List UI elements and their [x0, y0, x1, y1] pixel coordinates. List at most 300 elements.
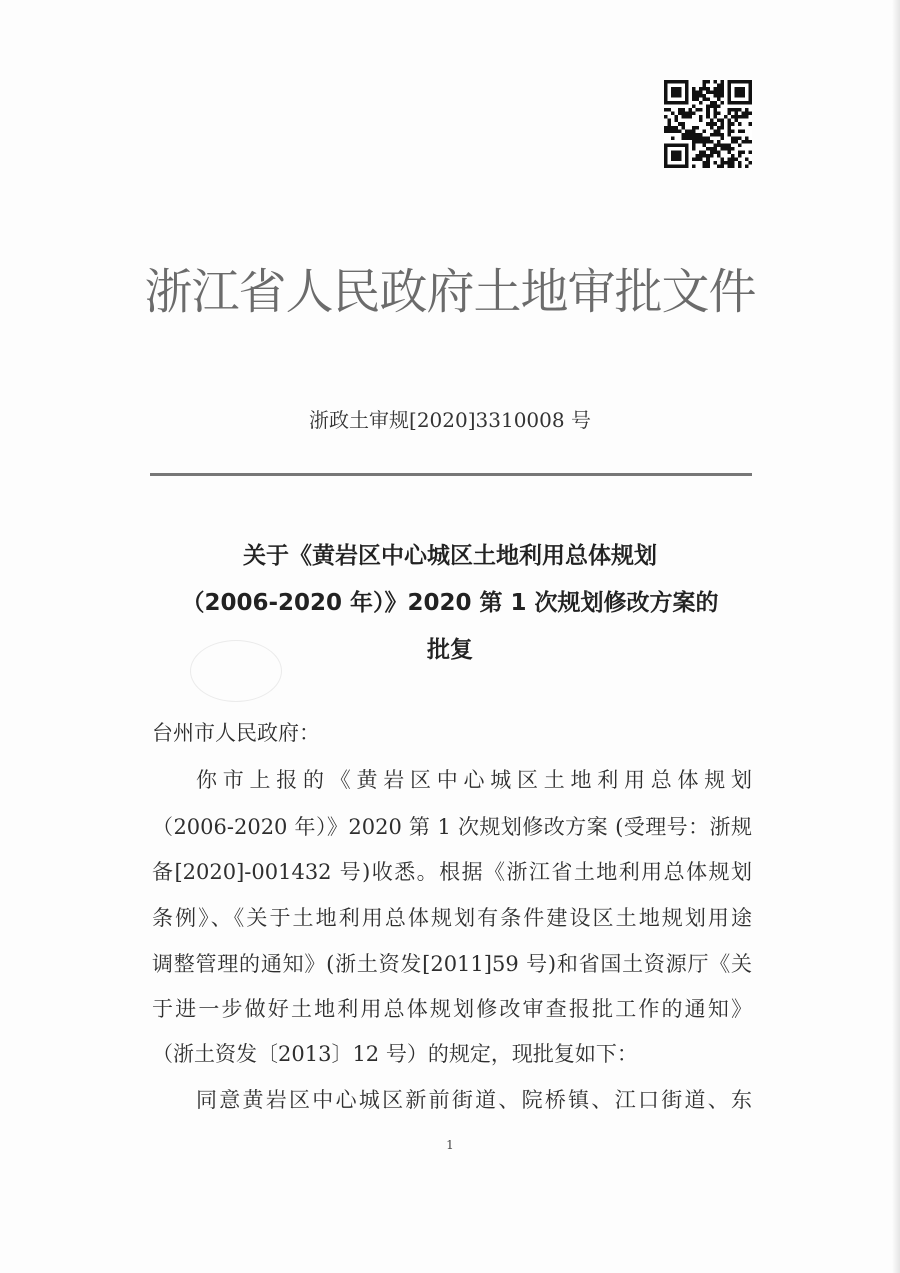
qr-module	[682, 143, 686, 147]
qr-module	[696, 108, 700, 112]
qr-module	[706, 91, 710, 95]
qr-module	[692, 164, 696, 168]
qr-module	[738, 87, 742, 91]
addressee: 台州市人民政府：	[152, 721, 320, 745]
qr-module	[713, 87, 717, 91]
qr-module	[731, 108, 735, 112]
qr-module	[696, 91, 700, 95]
qr-module	[734, 87, 738, 91]
qr-module	[664, 108, 668, 112]
qr-module	[741, 140, 745, 144]
qr-module	[745, 101, 749, 105]
qr-module	[703, 140, 707, 144]
qr-module	[734, 101, 738, 105]
qr-module	[720, 136, 724, 140]
qr-module	[675, 94, 679, 98]
qr-module	[727, 164, 731, 168]
qr-module	[748, 101, 752, 105]
qr-module	[748, 98, 752, 102]
qr-module	[741, 80, 745, 84]
qr-module	[682, 133, 686, 137]
qr-module	[703, 164, 707, 168]
qr-module	[685, 164, 689, 168]
qr-module	[745, 164, 749, 168]
header-divider	[150, 473, 752, 476]
qr-module	[748, 84, 752, 88]
qr-module	[671, 157, 675, 161]
qr-module	[724, 115, 728, 119]
qr-module	[675, 115, 679, 119]
qr-module	[720, 147, 724, 151]
qr-module	[717, 105, 721, 109]
qr-module	[682, 164, 686, 168]
qr-module	[675, 150, 679, 154]
qr-module	[741, 150, 745, 154]
qr-module	[692, 105, 696, 109]
qr-module	[699, 119, 703, 123]
qr-module	[713, 80, 717, 84]
qr-module	[692, 112, 696, 116]
qr-module	[685, 136, 689, 140]
qr-module	[685, 87, 689, 91]
qr-module	[713, 91, 717, 95]
qr-module	[696, 157, 700, 161]
qr-module	[703, 154, 707, 158]
qr-module	[724, 143, 728, 147]
qr-module	[699, 133, 703, 137]
qr-module	[731, 161, 735, 165]
qr-module	[699, 108, 703, 112]
qr-module	[692, 91, 696, 95]
qr-module	[720, 161, 724, 165]
qr-module	[682, 115, 686, 119]
qr-module	[699, 94, 703, 98]
qr-module	[685, 91, 689, 95]
qr-module	[713, 150, 717, 154]
qr-module	[738, 161, 742, 165]
qr-module	[692, 147, 696, 151]
qr-module	[678, 122, 682, 126]
qr-module	[664, 150, 668, 154]
qr-module	[727, 143, 731, 147]
qr-module	[685, 115, 689, 119]
qr-module	[675, 157, 679, 161]
qr-module	[727, 126, 731, 130]
qr-module	[713, 108, 717, 112]
qr-module	[717, 91, 721, 95]
qr-module	[748, 122, 752, 126]
body-line: 调整管理的通知》(浙土资发[2011]59 号)和省国土资源厅《关	[152, 952, 752, 976]
document-header: 浙江省人民政府土地审批文件	[144, 264, 756, 320]
qr-module	[748, 140, 752, 144]
qr-module	[692, 140, 696, 144]
qr-module	[692, 98, 696, 102]
qr-module	[731, 80, 735, 84]
qr-module	[724, 161, 728, 165]
qr-module	[703, 129, 707, 133]
qr-module	[696, 126, 700, 130]
qr-module	[745, 112, 749, 116]
qr-module	[713, 115, 717, 119]
qr-module	[720, 157, 724, 161]
qr-module	[717, 84, 721, 88]
qr-module	[717, 94, 721, 98]
qr-module	[696, 154, 700, 158]
qr-module	[738, 94, 742, 98]
qr-module	[713, 133, 717, 137]
qr-module	[703, 161, 707, 165]
qr-module	[706, 164, 710, 168]
qr-module	[738, 91, 742, 95]
scan-smudge	[190, 640, 282, 702]
qr-module	[720, 164, 724, 168]
qr-module	[731, 140, 735, 144]
qr-module	[703, 150, 707, 154]
qr-module	[664, 126, 668, 130]
qr-module	[668, 119, 672, 123]
qr-module	[706, 136, 710, 140]
qr-module	[668, 80, 672, 84]
qr-module	[748, 161, 752, 165]
qr-module	[671, 143, 675, 147]
qr-module	[664, 157, 668, 161]
qr-module	[720, 122, 724, 126]
qr-module	[731, 164, 735, 168]
qr-module	[748, 91, 752, 95]
qr-module	[664, 115, 668, 119]
qr-module	[727, 129, 731, 133]
qr-module	[696, 133, 700, 137]
qr-module	[692, 133, 696, 137]
qr-module	[703, 136, 707, 140]
qr-module	[692, 129, 696, 133]
qr-module	[706, 98, 710, 102]
qr-module	[706, 122, 710, 126]
qr-module	[671, 80, 675, 84]
qr-module	[734, 91, 738, 95]
qr-module	[671, 91, 675, 95]
qr-module	[675, 154, 679, 158]
title-line: 关于《黄岩区中心城区土地利用总体规划	[243, 543, 657, 569]
qr-module	[731, 101, 735, 105]
qr-module	[664, 143, 668, 147]
qr-module	[745, 115, 749, 119]
qr-module	[706, 161, 710, 165]
qr-module	[710, 119, 714, 123]
qr-module	[685, 112, 689, 116]
qr-module	[668, 101, 672, 105]
qr-module	[703, 84, 707, 88]
document-number: 浙政土审规[2020]3310008 号	[309, 408, 591, 432]
qr-module	[734, 119, 738, 123]
qr-module	[685, 161, 689, 165]
qr-module	[738, 80, 742, 84]
body-line: 你市上报的《黄岩区中心城区土地利用总体规划	[196, 768, 752, 792]
qr-module	[738, 143, 742, 147]
qr-module	[717, 140, 721, 144]
qr-module	[717, 87, 721, 91]
qr-module	[696, 98, 700, 102]
qr-module	[668, 143, 672, 147]
qr-module	[682, 108, 686, 112]
qr-module	[675, 101, 679, 105]
qr-module	[675, 119, 679, 123]
qr-module	[727, 150, 731, 154]
qr-module	[671, 94, 675, 98]
body-line: 同意黄岩区中心城区新前街道、院桥镇、江口街道、东	[196, 1088, 752, 1112]
qr-module	[671, 136, 675, 140]
qr-module	[706, 112, 710, 116]
qr-module	[731, 154, 735, 158]
qr-module	[682, 136, 686, 140]
qr-module	[727, 108, 731, 112]
qr-module	[671, 150, 675, 154]
qr-module	[706, 154, 710, 158]
qr-module	[717, 143, 721, 147]
qr-module	[664, 129, 668, 133]
qr-module	[678, 108, 682, 112]
qr-module	[692, 136, 696, 140]
qr-module	[664, 101, 668, 105]
qr-module	[685, 133, 689, 137]
qr-module	[720, 94, 724, 98]
qr-module	[741, 129, 745, 133]
qr-module	[731, 136, 735, 140]
qr-module	[738, 108, 742, 112]
qr-module	[664, 161, 668, 165]
qr-module	[745, 108, 749, 112]
qr-module	[727, 133, 731, 137]
qr-module	[748, 112, 752, 116]
qr-module	[706, 115, 710, 119]
qr-module	[685, 101, 689, 105]
qr-module	[734, 112, 738, 116]
qr-module	[699, 115, 703, 119]
qr-module	[675, 80, 679, 84]
qr-module	[692, 126, 696, 130]
qr-module	[699, 91, 703, 95]
qr-module	[710, 105, 714, 109]
body-line: （浙土资发〔2013〕12 号）的规定，现批复如下：	[152, 1042, 638, 1066]
qr-module	[727, 87, 731, 91]
title-line: （2006-2020 年）》2020 第 1 次规划修改方案的	[181, 590, 719, 616]
qr-module	[727, 122, 731, 126]
qr-module	[738, 122, 742, 126]
qr-module	[682, 112, 686, 116]
qr-module	[734, 94, 738, 98]
qr-module	[696, 94, 700, 98]
qr-module	[720, 143, 724, 147]
qr-module	[710, 147, 714, 151]
qr-module	[689, 112, 693, 116]
qr-module	[727, 157, 731, 161]
qr-module	[713, 129, 717, 133]
qr-module	[717, 126, 721, 130]
qr-module	[685, 80, 689, 84]
qr-module	[675, 129, 679, 133]
qr-module	[699, 101, 703, 105]
qr-module	[734, 157, 738, 161]
qr-module	[734, 108, 738, 112]
qr-module	[685, 143, 689, 147]
qr-module	[727, 94, 731, 98]
qr-module	[671, 101, 675, 105]
qr-module	[689, 115, 693, 119]
qr-module	[664, 80, 668, 84]
qr-module	[671, 164, 675, 168]
qr-module	[731, 147, 735, 151]
qr-module	[717, 150, 721, 154]
qr-module	[720, 119, 724, 123]
qr-module	[675, 126, 679, 130]
qr-module	[696, 140, 700, 144]
qr-module	[682, 122, 686, 126]
qr-module	[678, 164, 682, 168]
qr-module	[703, 94, 707, 98]
qr-module	[675, 91, 679, 95]
qr-module	[734, 115, 738, 119]
qr-module	[741, 87, 745, 91]
qr-module	[710, 154, 714, 158]
qr-module	[710, 91, 714, 95]
qr-module	[727, 98, 731, 102]
qr-module	[689, 133, 693, 137]
qr-module	[703, 143, 707, 147]
qr-module	[748, 94, 752, 98]
qr-module	[710, 133, 714, 137]
qr-module	[671, 87, 675, 91]
qr-module	[731, 157, 735, 161]
qr-module	[748, 150, 752, 154]
qr-module	[678, 143, 682, 147]
qr-module	[678, 154, 682, 158]
qr-module	[664, 84, 668, 88]
qr-module	[664, 91, 668, 95]
qr-module	[678, 101, 682, 105]
qr-module	[664, 147, 668, 151]
qr-module	[682, 101, 686, 105]
qr-module	[727, 161, 731, 165]
qr-module	[720, 126, 724, 130]
qr-module	[703, 98, 707, 102]
qr-module	[717, 112, 721, 116]
qr-module	[731, 129, 735, 133]
qr-module	[710, 150, 714, 154]
qr-module	[682, 126, 686, 130]
qr-module	[727, 147, 731, 151]
page-number: 1	[446, 1138, 454, 1152]
qr-module	[689, 136, 693, 140]
qr-module	[717, 98, 721, 102]
qr-module	[738, 115, 742, 119]
qr-module	[710, 101, 714, 105]
qr-module	[734, 140, 738, 144]
qr-module	[668, 164, 672, 168]
qr-module	[689, 129, 693, 133]
qr-module	[671, 112, 675, 116]
qr-module	[734, 80, 738, 84]
body-line: 于进一步做好土地利用总体规划修改审查报批工作的通知》	[152, 997, 752, 1021]
qr-module	[713, 105, 717, 109]
qr-module	[678, 80, 682, 84]
body-line: 备[2020]-001432 号)收悉。根据《浙江省土地利用总体规划	[152, 860, 752, 884]
qr-module	[675, 143, 679, 147]
qr-module	[720, 87, 724, 91]
qr-module	[706, 140, 710, 144]
qr-module	[685, 94, 689, 98]
qr-module	[682, 80, 686, 84]
qr-module	[710, 122, 714, 126]
qr-module	[717, 133, 721, 137]
qr-module	[671, 126, 675, 130]
qr-module	[685, 84, 689, 88]
qr-module	[671, 154, 675, 158]
qr-module	[713, 94, 717, 98]
qr-module	[727, 112, 731, 116]
qr-module	[692, 94, 696, 98]
scan-edge-shadow	[892, 0, 900, 1273]
qr-module	[668, 122, 672, 126]
qr-module	[664, 94, 668, 98]
qr-module	[713, 161, 717, 165]
qr-module	[713, 147, 717, 151]
qr-module	[692, 157, 696, 161]
qr-module	[741, 112, 745, 116]
qr-module	[678, 150, 682, 154]
qr-module	[685, 98, 689, 102]
qr-module	[720, 84, 724, 88]
qr-module	[727, 119, 731, 123]
qr-module	[703, 87, 707, 91]
title-line: 批复	[427, 637, 473, 663]
qr-module	[738, 164, 742, 168]
qr-module	[727, 91, 731, 95]
qr-module	[678, 157, 682, 161]
qr-module	[696, 136, 700, 140]
qr-module	[738, 154, 742, 158]
qr-module	[727, 80, 731, 84]
body-line: （2006-2020 年）》2020 第 1 次规划修改方案 (受理号：浙规	[152, 815, 752, 839]
qr-module	[745, 157, 749, 161]
qr-module	[741, 91, 745, 95]
qr-module	[720, 91, 724, 95]
qr-module	[710, 140, 714, 144]
qr-module	[664, 87, 668, 91]
qr-module	[741, 101, 745, 105]
qr-module	[720, 133, 724, 137]
qr-module	[738, 101, 742, 105]
qr-module	[717, 164, 721, 168]
qr-module	[738, 150, 742, 154]
qr-module	[706, 147, 710, 151]
qr-module	[745, 136, 749, 140]
qr-module	[706, 157, 710, 161]
qr-module	[734, 136, 738, 140]
qr-module	[699, 136, 703, 140]
qr-module	[699, 157, 703, 161]
qr-module	[741, 115, 745, 119]
qr-module	[738, 136, 742, 140]
qr-module	[738, 129, 742, 133]
qr-module	[713, 143, 717, 147]
qr-module	[706, 105, 710, 109]
qr-module	[731, 122, 735, 126]
qr-module	[671, 129, 675, 133]
qr-module	[745, 140, 749, 144]
qr-module	[713, 112, 717, 116]
qr-module	[664, 154, 668, 158]
qr-module	[724, 147, 728, 151]
